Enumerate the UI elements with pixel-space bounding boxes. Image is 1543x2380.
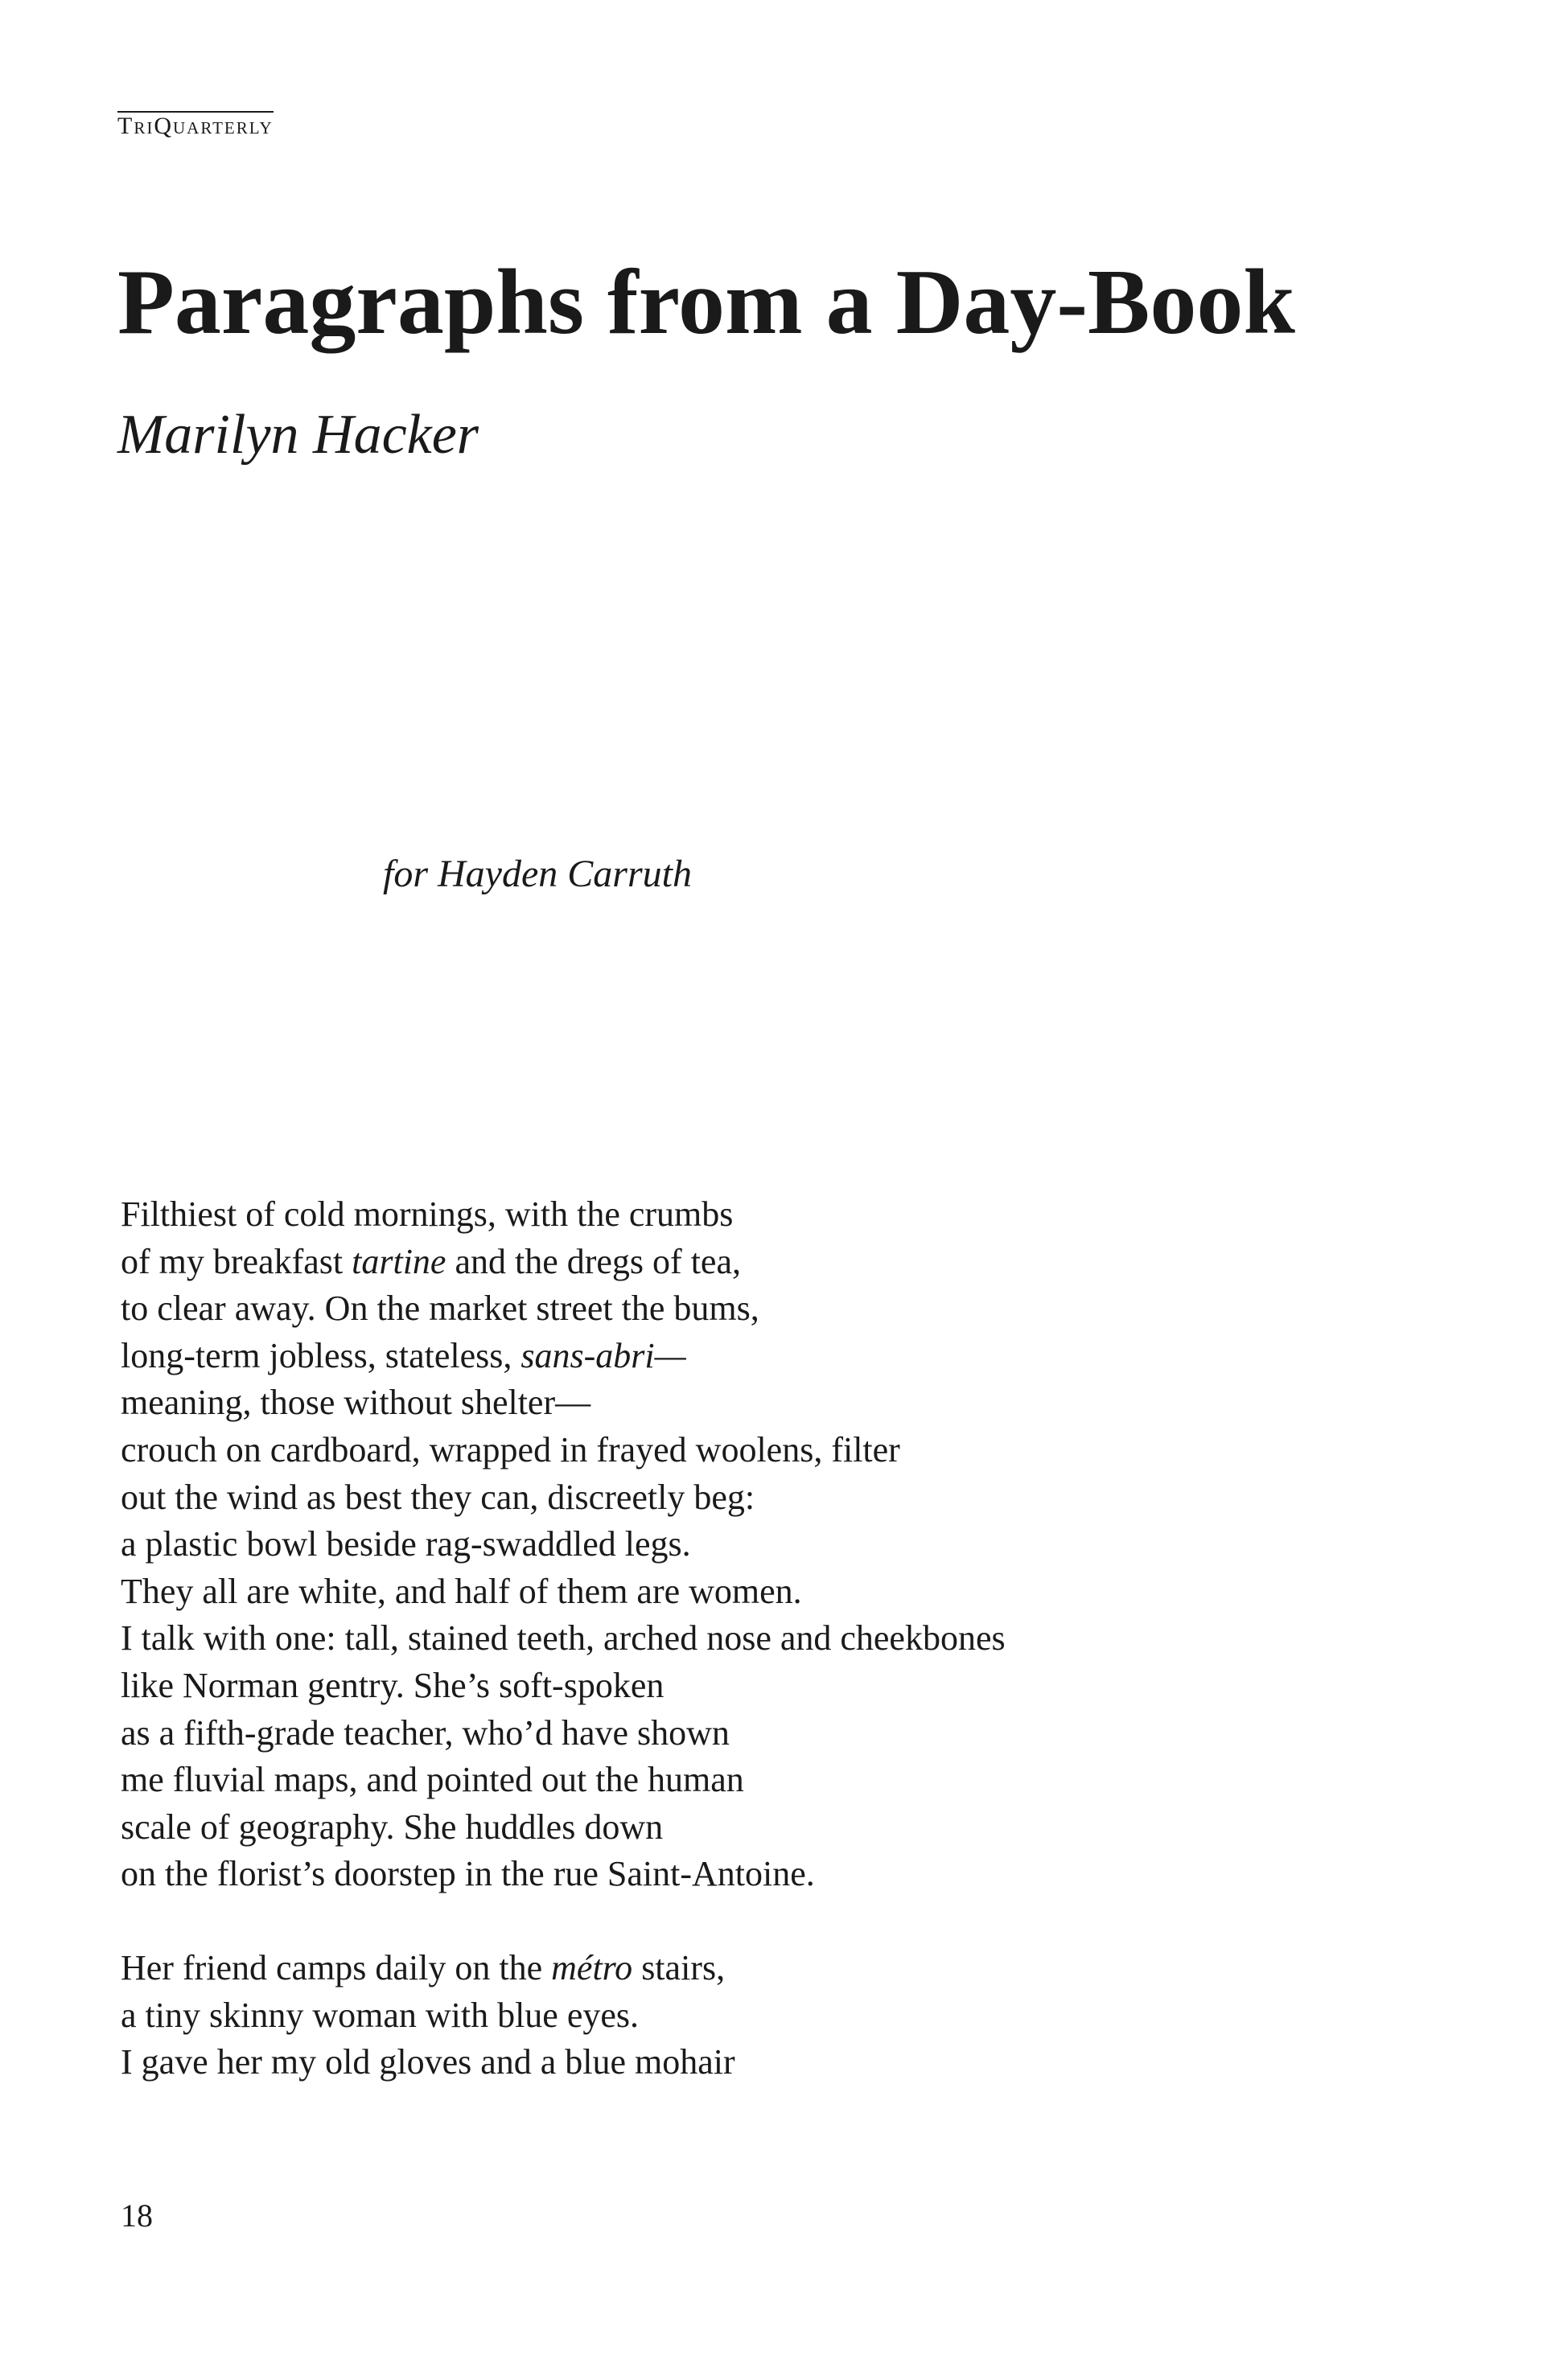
line-text: scale of geography. She huddles down xyxy=(121,1807,664,1847)
poem-line xyxy=(121,1804,1006,1852)
line-text: a tiny skinny woman with blue eyes. xyxy=(121,1995,640,2035)
dedication: for Hayden Carruth xyxy=(383,853,692,895)
line-text: of my breakfast xyxy=(121,1241,352,1281)
line-text: Filthiest of cold mornings, with the crumbs xyxy=(121,1194,734,1234)
stanza-1 xyxy=(121,1191,1006,1898)
poem-line xyxy=(121,1615,1006,1663)
poem-line xyxy=(121,1521,1006,1568)
poem-line xyxy=(121,1851,1006,1898)
line-text: meaning, those without shelter— xyxy=(121,1383,591,1423)
poem-line xyxy=(121,1333,1006,1380)
line-text: like Norman gentry. She’s soft-spoken xyxy=(121,1665,665,1705)
poem-title: Paragraphs from a Day-Book xyxy=(117,251,1295,354)
line-text: Her friend camps daily on the xyxy=(121,1948,552,1987)
poem-line xyxy=(121,1757,1006,1804)
poem-line xyxy=(121,2039,735,2086)
italic-text: sans-abri— xyxy=(521,1335,686,1375)
poem-line xyxy=(121,1427,1006,1474)
line-text: out the wind as best they can, discreetly beg: xyxy=(121,1477,755,1517)
line-text: a plastic bowl beside rag-swaddled legs. xyxy=(121,1524,691,1564)
poem-line xyxy=(121,1379,1006,1427)
line-text: to clear away. On the market street the bums, xyxy=(121,1289,759,1329)
italic-text: métro xyxy=(551,1948,633,1987)
line-text: on the florist’s doorstep in the rue Saint-Antoine. xyxy=(121,1854,815,1894)
line-text: me fluvial maps, and pointed out the human xyxy=(121,1760,744,1800)
poem-line xyxy=(121,1945,735,1992)
poem-line xyxy=(121,1710,1006,1757)
poem-line xyxy=(121,1474,1006,1522)
poem-line xyxy=(121,1992,735,2040)
poem-line xyxy=(121,1663,1006,1710)
line-text: I gave her my old gloves and a blue mohair xyxy=(121,2042,735,2082)
stanza-2 xyxy=(121,1945,735,2086)
italic-text: tartine xyxy=(352,1241,446,1281)
line-text: as a fifth-grade teacher, who’d have shown xyxy=(121,1712,730,1753)
line-text: long-term jobless, stateless, xyxy=(121,1335,521,1375)
poem-line xyxy=(121,1191,1006,1239)
line-text: They all are white, and half of them are women. xyxy=(121,1571,802,1611)
line-text: and the dregs of tea, xyxy=(446,1241,741,1281)
page-number: 18 xyxy=(121,2197,153,2234)
poem-line xyxy=(121,1568,1006,1616)
poem-line xyxy=(121,1239,1006,1286)
poem-line xyxy=(121,1285,1006,1333)
line-text: stairs, xyxy=(632,1948,726,1987)
line-text: I talk with one: tall, stained teeth, arched nose and cheekbones xyxy=(121,1618,1006,1659)
running-header: TriQuarterly xyxy=(117,113,274,139)
author-name: Marilyn Hacker xyxy=(117,404,479,466)
line-text: crouch on cardboard, wrapped in frayed woolens, filter xyxy=(121,1429,900,1470)
